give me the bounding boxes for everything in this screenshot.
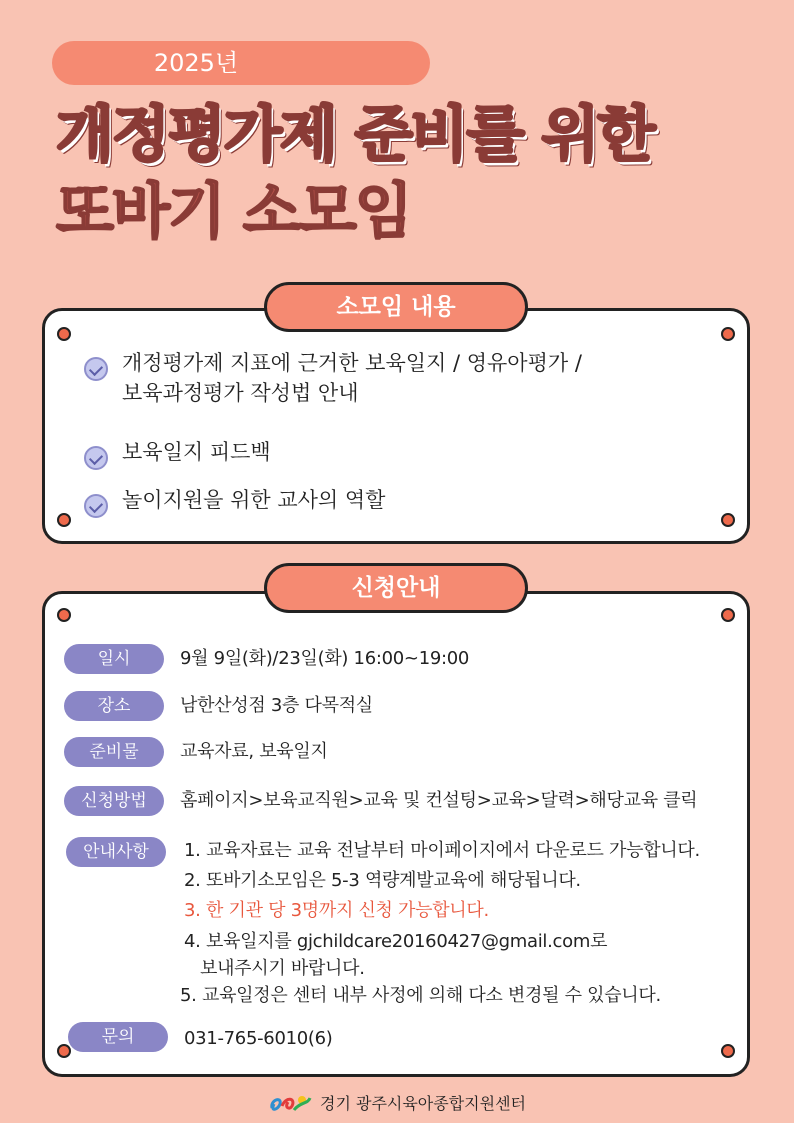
- date-label: 일시: [64, 644, 164, 674]
- sub-title: 또바기 소모임: [56, 177, 411, 247]
- contact-value: 031-765-6010(6): [184, 1028, 333, 1049]
- corner-dot: [57, 608, 71, 622]
- year-badge: [52, 41, 430, 85]
- corner-dot: [57, 327, 71, 341]
- corner-dot: [721, 327, 735, 341]
- corner-dot: [721, 1044, 735, 1058]
- content-item: [84, 485, 385, 518]
- corner-dot: [57, 513, 71, 527]
- check-circle-icon: [84, 357, 108, 381]
- footer: [0, 1091, 794, 1114]
- check-circle-icon: [84, 446, 108, 470]
- content-item-line: 보육과정평가 작성법 안내: [122, 381, 359, 405]
- content-item: [84, 348, 582, 408]
- year-text: 2025년: [153, 49, 239, 77]
- check-circle-icon: [84, 494, 108, 518]
- note-item-highlight: 3. 한 기관 당 3명까지 신청 가능합니다.: [184, 900, 489, 921]
- content-item-line: 놀이지원을 위한 교사의 역할: [122, 488, 386, 512]
- content-item: [84, 437, 271, 470]
- center-logo-icon: [268, 1092, 312, 1114]
- corner-dot: [57, 1044, 71, 1058]
- corner-dot: [721, 608, 735, 622]
- method-label: 신청방법: [64, 786, 164, 816]
- note-item: 2. 또바기소모임은 5-3 역량계발교육에 해당됩니다.: [184, 870, 581, 891]
- apply-heading: 신청안내: [264, 563, 528, 613]
- contact-label: 문의: [68, 1022, 168, 1052]
- footer-org: 경기 광주시육아종합지원센터: [319, 1094, 526, 1113]
- content-item-line: 보육일지 피드백: [122, 440, 271, 464]
- date-value: 9월 9일(화)/23일(화) 16:00~19:00: [180, 648, 470, 669]
- note-item: 4. 보육일지를 gjchildcare20160427@gmail.com로: [184, 931, 608, 952]
- place-label: 장소: [64, 691, 164, 721]
- note-item: 보내주시기 바랍니다.: [200, 958, 365, 979]
- notes-label: 안내사항: [66, 837, 166, 867]
- note-item: 1. 교육자료는 교육 전날부터 마이페이지에서 다운로드 가능합니다.: [184, 840, 700, 861]
- content-heading: 소모임 내용: [264, 282, 528, 332]
- place-value: 남한산성점 3층 다목적실: [180, 695, 373, 716]
- prep-label: 준비물: [64, 737, 164, 767]
- main-title: 개정평가제 준비를 위한: [56, 100, 654, 170]
- method-value: 홈페이지>보육교직원>교육 및 컨설팅>교육>달력>해당교육 클릭: [180, 790, 698, 811]
- corner-dot: [721, 513, 735, 527]
- content-item-line: 개정평가제 지표에 근거한 보육일지 / 영유아평가 /: [122, 351, 582, 375]
- prep-value: 교육자료, 보육일지: [180, 741, 328, 762]
- note-item: 5. 교육일정은 센터 내부 사정에 의해 다소 변경될 수 있습니다.: [180, 985, 661, 1006]
